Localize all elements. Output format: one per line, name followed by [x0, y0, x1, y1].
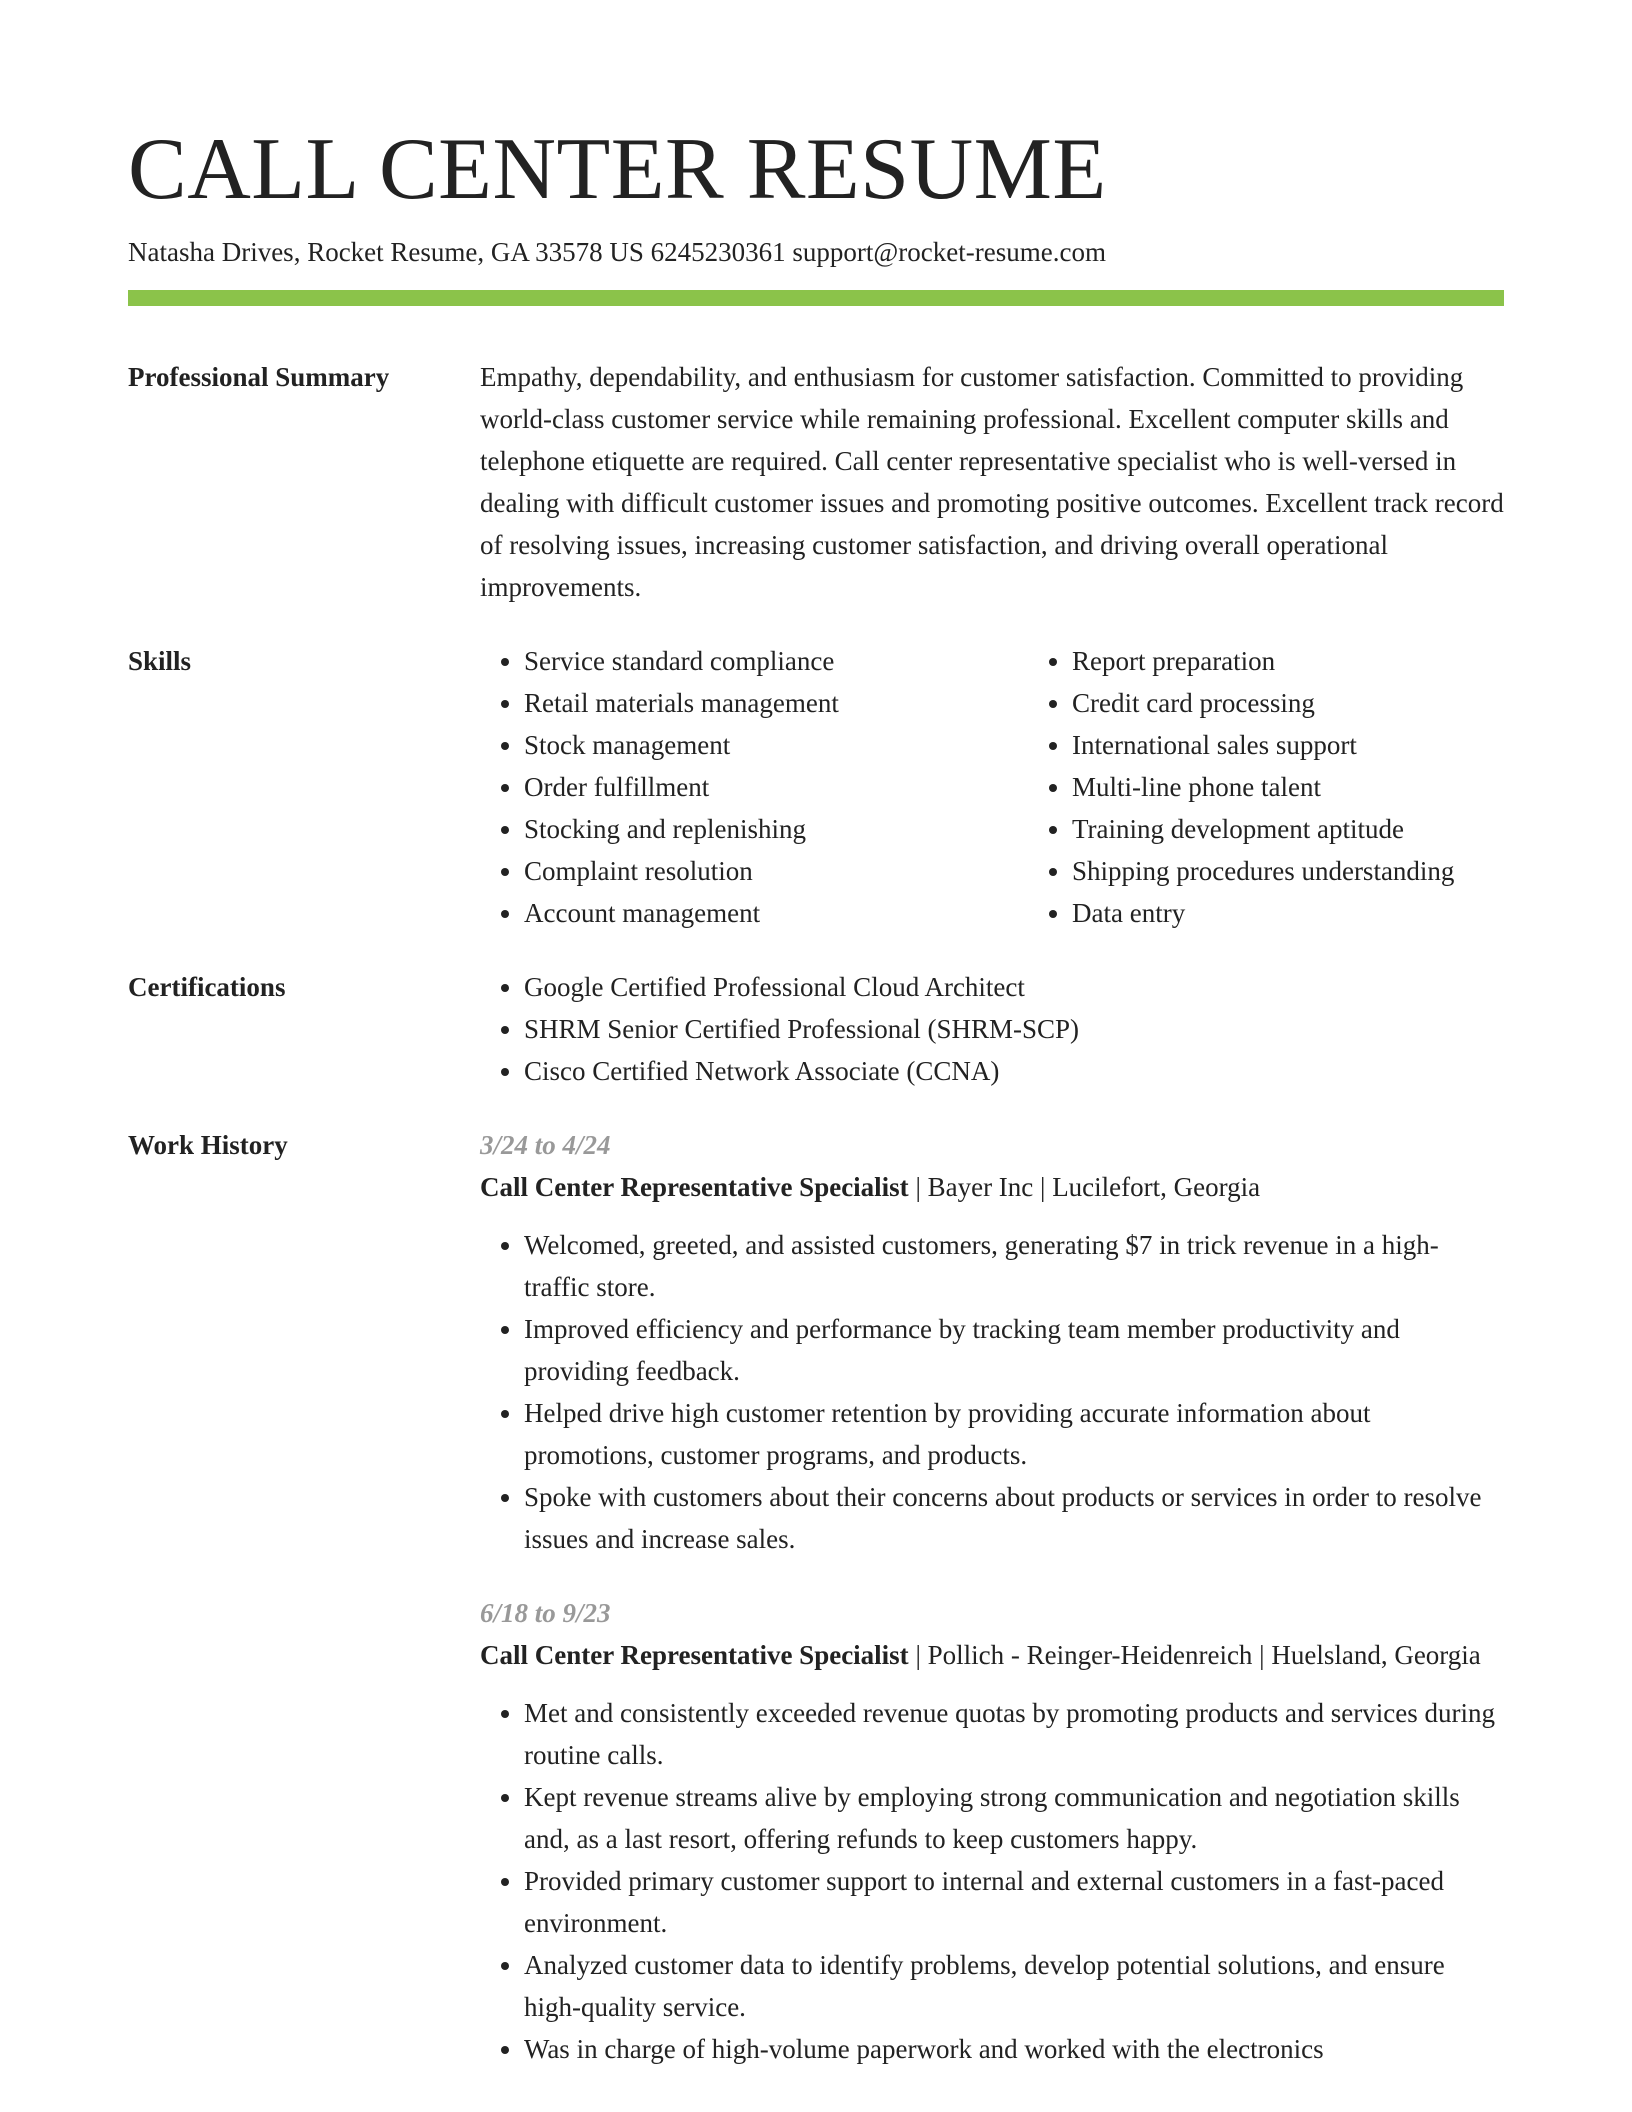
job-dates: 3/24 to 4/24	[480, 1130, 611, 1160]
job-entry	[480, 1124, 1504, 1560]
job-title-line	[480, 1634, 1504, 1676]
skill-item: • Stock management	[524, 724, 1028, 766]
skill-item: • Data entry	[1072, 892, 1504, 934]
job-duties-list	[480, 1692, 1504, 2070]
skill-item: • Training development aptitude	[1072, 808, 1504, 850]
work-history-section	[128, 1124, 1504, 2102]
header-divider	[128, 290, 1504, 306]
certification-item: • Google Certified Professional Cloud Architect	[524, 966, 1504, 1008]
section-label-certifications: Certifications	[128, 972, 286, 1002]
skills-list-right	[1028, 640, 1504, 934]
job-title-line	[480, 1166, 1504, 1208]
skills-section	[128, 640, 1504, 934]
skill-item: • Account management	[524, 892, 1028, 934]
job-title: Call Center Representative Specialist	[480, 1172, 909, 1202]
certification-item: • SHRM Senior Certified Professional (SHRM-SCP)	[524, 1008, 1504, 1050]
certifications-section	[128, 966, 1504, 1092]
job-details: | Bayer Inc | Lucilefort, Georgia	[908, 1172, 1261, 1202]
job-duty: • Met and consistently exceeded revenue quotas by promoting products and services during routine calls.	[524, 1692, 1504, 1776]
skill-item: • Order fulfillment	[524, 766, 1028, 808]
job-duty: • Kept revenue streams alive by employing strong communication and negotiation skills and, as a last resort, offering refunds to keep customers happy.	[524, 1776, 1504, 1860]
job-duty: • Analyzed customer data to identify problems, develop potential solutions, and ensure high-quality service.	[524, 1944, 1504, 2028]
skill-item: • Service standard compliance	[524, 640, 1028, 682]
contact-line: Natasha Drives, Rocket Resume, GA 33578 US 6245230361 support@rocket-resume.com	[128, 237, 1106, 267]
resume-title: CALL CENTER RESUME	[128, 121, 1107, 218]
job-duty: • Welcomed, greeted, and assisted customers, generating $7 in trick revenue in a high-traffic store.	[524, 1224, 1504, 1308]
skill-item: • Report preparation	[1072, 640, 1504, 682]
section-label-summary: Professional Summary	[128, 362, 390, 392]
job-duty: • Helped drive high customer retention by providing accurate information about promotions, customer programs, and products.	[524, 1392, 1504, 1476]
skills-list-left	[480, 640, 1028, 934]
skill-item: • Stocking and replenishing	[524, 808, 1028, 850]
skill-item: • Credit card processing	[1072, 682, 1504, 724]
skill-item: • Multi-line phone talent	[1072, 766, 1504, 808]
job-duty: • Spoke with customers about their concerns about products or services in order to resolve issues and increase sales.	[524, 1476, 1504, 1560]
skill-item: • Complaint resolution	[524, 850, 1028, 892]
job-duty: • Improved efficiency and performance by tracking team member productivity and providing feedback.	[524, 1308, 1504, 1392]
job-title: Call Center Representative Specialist	[480, 1640, 909, 1670]
professional-summary-section	[128, 356, 1504, 608]
section-label-skills: Skills	[128, 646, 192, 676]
job-duties-list	[480, 1224, 1504, 1560]
job-entry	[480, 1592, 1504, 2070]
job-dates: 6/18 to 9/23	[480, 1598, 611, 1628]
certification-item: • Cisco Certified Network Associate (CCNA)	[524, 1050, 1504, 1092]
skill-item: • International sales support	[1072, 724, 1504, 766]
skill-item: • Shipping procedures understanding	[1072, 850, 1504, 892]
job-details: | Pollich - Reinger-Heidenreich | Huelsland, Georgia	[908, 1640, 1481, 1670]
job-duty: • Provided primary customer support to internal and external customers in a fast-paced environment.	[524, 1860, 1504, 1944]
job-duty: • Was in charge of high-volume paperwork and worked with the electronics	[524, 2028, 1504, 2070]
skill-item: • Retail materials management	[524, 682, 1028, 724]
summary-text: Empathy, dependability, and enthusiasm for customer satisfaction. Committed to providing world-class customer service while remaining professional. Excellent computer skills and telephone etiquette are required. Call center representative specialist who is well-versed in dealing with difficult customer issues and promoting positive outcomes. Excellent track record of resolving issues, increasing customer satisfaction, and driving overall operational improvements.	[480, 362, 1504, 602]
resume-page	[128, 118, 1504, 2102]
certifications-list	[480, 966, 1504, 1092]
section-label-work-history: Work History	[128, 1130, 288, 1160]
